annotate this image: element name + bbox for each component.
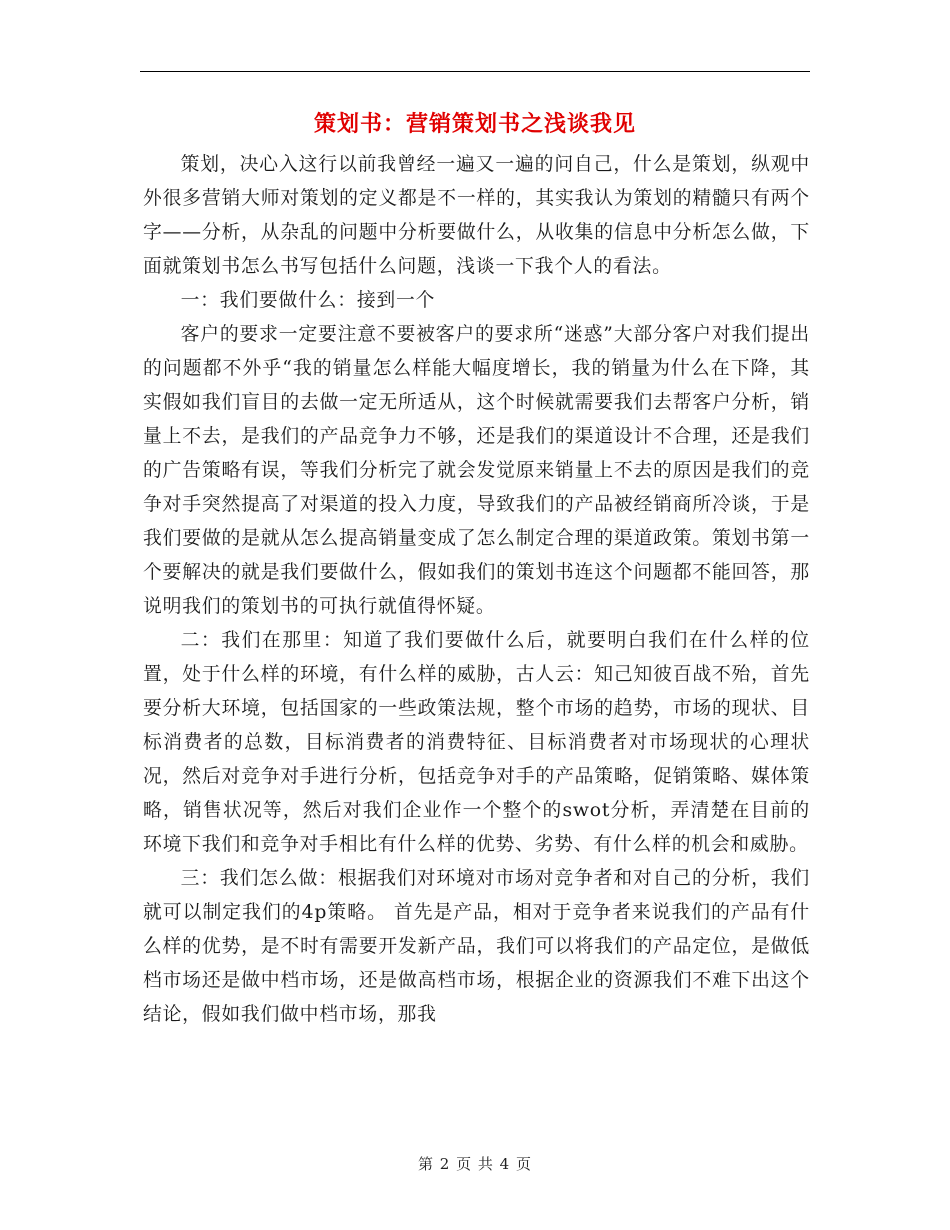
document-title: 策划书：营销策划书之浅谈我见 <box>313 111 636 137</box>
paragraph-section-one: 客户的要求一定要注意不要被客户的要求所“迷惑”大部分客户对我们提出的问题都不外乎“我的销量怎么样能大幅度增长，我的销量为什么在下降，其实假如我们盲目的去做一定无所适从，这个时候就需要我们去帮客户分析，销量上不去，是我们的产品竞争力不够，还是我们的渠道设计不合理，还是我们的广告策略有误，等我们分析完了就会发觉原来销量上不去的原因是我们的竞争对手突然提高了对渠道的投入力度，导致我们的产品被经销商所冷谈，于是我们要做的是就从怎么提高销量变成了怎么制定合理的渠道政策。策划书第一个要解决的就是我们要做什么，假如我们的策划书连这个问题都不能回答，那说明我们的策划书的可执行就值得怀疑。 <box>143 324 810 617</box>
paragraph-section-one-heading: 一：我们要做什么：接到一个 <box>180 290 436 311</box>
header-rule <box>140 71 810 72</box>
page-number-footer: 第 2 页 共 4 页 <box>418 1155 532 1173</box>
paragraph-intro: 策划，决心入这行以前我曾经一遍又一遍的问自己，什么是策划，纵观中外很多营销大师对策划的定义都是不一样的，其实我认为策划的精髓只有两个字——分析，从杂乱的问题中分析要做什么，从收集的信息中分析怎么做，下面就策划书怎么书写包括什么问题，浅谈一下我个人的看法。 <box>143 154 810 277</box>
paragraph-section-two: 二：我们在那里：知道了我们要做什么后，就要明白我们在什么样的位置，处于什么样的环境，有什么样的威胁，古人云：知己知彼百战不殆，首先要分析大环境，包括国家的一些政策法规，整个市场的趋势，市场的现状、目标消费者的总数，目标消费者的消费特征、目标消费者对市场现状的心理状况，然后对竞争对手进行分析，包括竞争对手的产品策略，促销策略、媒体策略，销售状况等，然后对我们企业作一个整个的swot分析，弄清楚在目前的环境下我们和竞争对手相比有什么样的优势、劣势、有什么样的机会和威胁。 <box>143 630 810 855</box>
document-body <box>143 148 810 1032</box>
paragraph-section-three: 三：我们怎么做：根据我们对环境对市场对竞争者和对自己的分析，我们就可以制定我们的4p策略。 首先是产品，相对于竞争者来说我们的产品有什么样的优势，是不时有需要开发新产品，我们可以将我们的产品定位，是做低档市场还是做中档市场，还是做高档市场，根据企业的资源我们不难下出这个结论，假如我们做中档市场，那我 <box>143 868 810 1025</box>
